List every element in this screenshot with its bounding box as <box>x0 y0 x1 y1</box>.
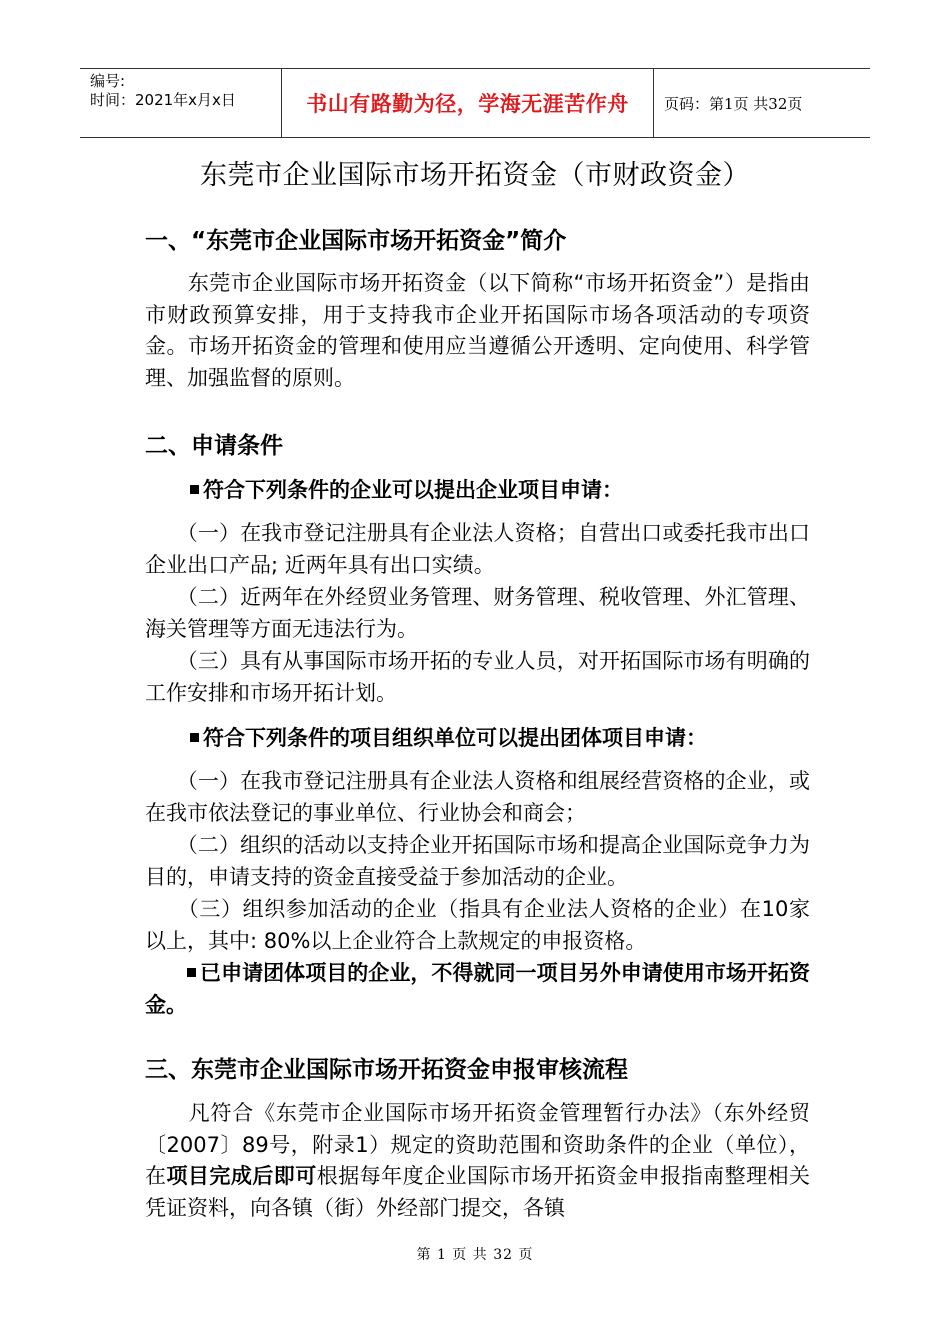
section-1-paragraph: 东莞市企业国际市场开拓资金（以下简称“市场开拓资金”）是指由市财政预算安排，用于支持我市企业开拓国际市场各项活动的专项资金。市场开拓资金的管理和使用应当遵循公开透明、定向使用、科学管理、加强监督的原则。 <box>145 271 810 390</box>
section-2-heading: 二、申请条件 <box>145 433 283 459</box>
section-3-text-a: 凡符合《东莞市企业国际市场开拓资金管理暂行办法》（东外经贸〔2007〕89号，附录1）规定的资助范围和资助条件的企业（单位），在 <box>145 1101 810 1188</box>
enterprise-condition-3: （三）具有从事国际市场开拓的专业人员，对开拓国际市场有明确的工作安排和市场开拓计划。 <box>145 649 810 705</box>
section-3-text-b: 根据每年度企业国际市场开拓资金申报指南整理相关凭证资料，向各镇（街）外经部门提交，各镇 <box>145 1164 811 1220</box>
section-3-heading: 三、东莞市企业国际市场开拓资金申报审核流程 <box>145 1057 628 1083</box>
enterprise-conditions-label: 符合下列条件的企业可以提出企业项目申请： <box>203 478 623 502</box>
group-conditions-label: 符合下列条件的项目组织单位可以提出团体项目申请： <box>203 726 707 750</box>
group-note-text: 已申请团体项目的企业，不得就同一项目另外申请使用市场开拓资金。 <box>145 961 810 1017</box>
document-number-label: 编号: <box>90 72 126 90</box>
group-condition-2: （二）组织的活动以支持企业开拓国际市场和提高企业国际竞争力为目的，申请支持的资金直接受益于参加活动的企业。 <box>145 833 810 889</box>
enterprise-condition-2: （二）近两年在外经贸业务管理、财务管理、税收管理、外汇管理、海关管理等方面无违法行为。 <box>145 585 810 641</box>
group-condition-3: （三）组织参加活动的企业（指具有企业法人资格的企业）在10家以上，其中: 80%以上企业符合上款规定的申报资格。 <box>145 897 810 953</box>
section-3-emphasis: 项目完成后即可 <box>166 1164 317 1188</box>
page-code-text: 页码：第1页 共32页 <box>664 94 803 113</box>
square-bullet-icon <box>187 968 196 977</box>
page-footer: 第 1 页 共 32 页 <box>416 1247 534 1263</box>
enterprise-conditions-heading <box>190 474 623 506</box>
header-meta <box>80 69 282 137</box>
document-date: 时间：2021年x月x日 <box>90 91 236 109</box>
page-header <box>80 68 870 138</box>
document-title: 东莞市企业国际市场开拓资金（市财政资金） <box>200 160 750 191</box>
header-motto: 书山有路勤为径，学海无涯苦作舟 <box>282 69 654 137</box>
section-3-paragraph <box>145 1098 810 1224</box>
header-page-code <box>654 69 870 137</box>
group-note <box>145 958 810 1021</box>
enterprise-condition-1: （一）在我市登记注册具有企业法人资格；自营出口或委托我市出口企业出口产品; 近两年具有出口实绩。 <box>145 521 810 577</box>
square-bullet-icon <box>190 485 199 494</box>
group-conditions-heading <box>190 722 707 754</box>
square-bullet-icon <box>190 733 199 742</box>
section-1-heading: 一、“东莞市企业国际市场开拓资金”简介 <box>145 228 567 254</box>
group-condition-1: （一）在我市登记注册具有企业法人资格和组展经营资格的企业，或在我市依法登记的事业单位、行业协会和商会； <box>145 769 810 825</box>
